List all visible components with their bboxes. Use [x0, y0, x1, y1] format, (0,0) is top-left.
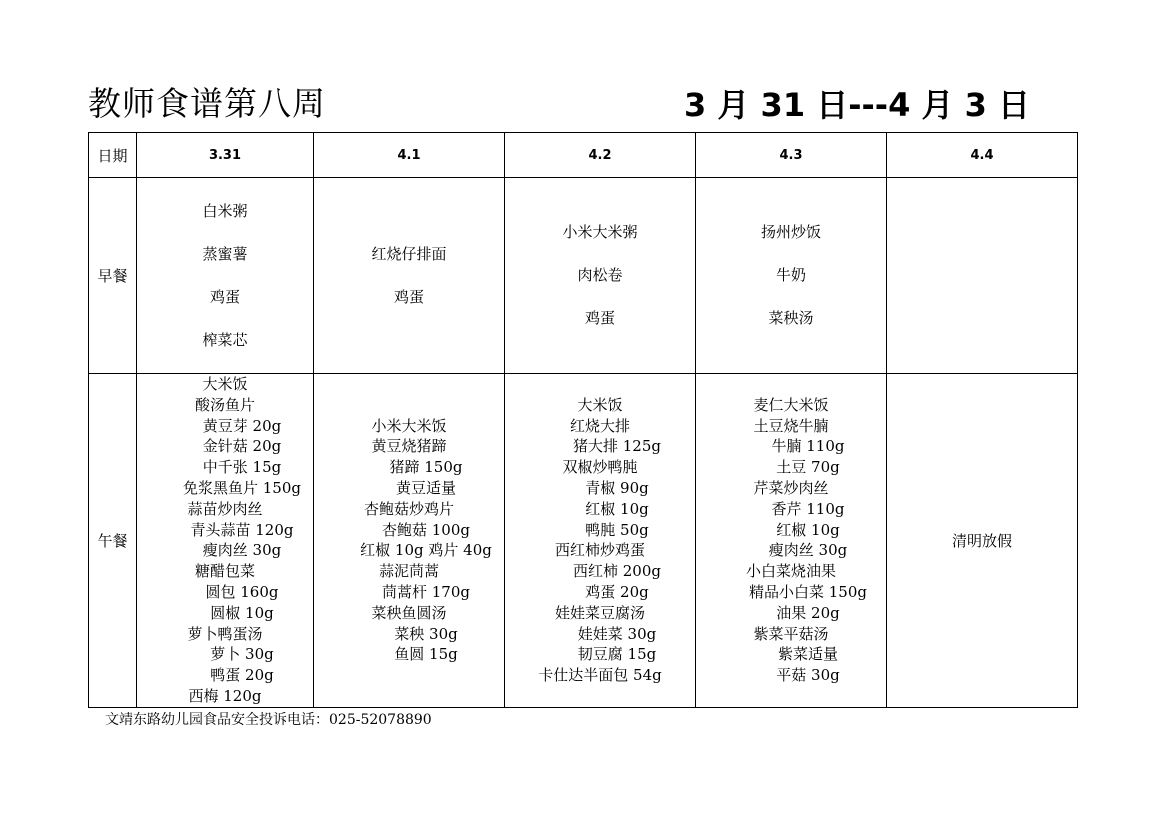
- ingredient-line: 青头蒜苗 120g: [190, 520, 294, 539]
- page-title: 教师食谱第八周: [88, 84, 326, 123]
- breakfast-item: 扬州炒饭: [760, 223, 821, 241]
- breakfast-cell: [887, 178, 1078, 374]
- holiday-note: 清明放假: [887, 374, 1078, 708]
- breakfast-cell: [137, 178, 314, 374]
- ingredient-line: 红椒 10g: [776, 520, 840, 539]
- ingredient-line: 中千张 15g: [202, 458, 282, 477]
- dish-line: 麦仁大米饭: [753, 395, 829, 414]
- breakfast-list: [696, 222, 886, 329]
- lunch-label: 午餐: [89, 374, 137, 708]
- date-header: 4.1: [314, 133, 505, 178]
- lunch-cell: [696, 374, 887, 708]
- menu-table: [88, 132, 1078, 708]
- breakfast-item: 蒸蜜薯: [202, 244, 248, 263]
- dish-line: 娃娃菜豆腐汤: [554, 603, 645, 622]
- breakfast-item: 榨菜芯: [202, 330, 248, 349]
- ingredient-line: 萝卜 30g: [210, 645, 274, 664]
- lunch-cell: [505, 374, 696, 708]
- ingredient-line: 娃娃菜 30g: [577, 624, 657, 643]
- ingredient-line: 圆椒 10g: [210, 603, 274, 622]
- ingredient-line: 土豆 70g: [776, 458, 840, 477]
- ingredient-line: 金针菇 20g: [202, 437, 282, 456]
- dish-line: 土豆烧牛腩: [753, 416, 829, 435]
- date-range: 3 月 31 日---4 月 3 日: [684, 86, 1031, 124]
- ingredient-line: 菜秧 30g: [394, 624, 458, 643]
- ingredient-line: 猪大排 125g: [572, 437, 661, 456]
- dish-line: 卡仕达半面包 54g: [538, 666, 662, 685]
- ingredient-line: 青椒 90g: [585, 478, 649, 497]
- ingredient-line: 西红柿 200g: [572, 562, 661, 581]
- date-header: 4.2: [505, 133, 696, 178]
- breakfast-list: [314, 244, 504, 308]
- dish-line: 小白菜烧油果: [745, 562, 836, 581]
- breakfast-item: 牛奶: [775, 266, 806, 284]
- dish-line: 萝卜鸭蛋汤: [187, 624, 263, 643]
- breakfast-list: [137, 201, 313, 351]
- ingredient-line: 鸭蛋 20g: [210, 666, 274, 685]
- ingredient-line: 猪蹄 150g: [389, 458, 463, 477]
- dish-line: 双椒炒鸭肫: [562, 458, 638, 477]
- lunch-row: [89, 374, 1078, 708]
- dish-line: 紫菜平菇汤: [753, 624, 829, 643]
- dish-line: 小米大米饭: [371, 416, 447, 435]
- dish-line: 西梅 120g: [188, 686, 262, 705]
- complaint-hotline: 文靖东路幼儿园食品安全投诉电话：025-52078890: [105, 712, 432, 728]
- breakfast-row: [89, 178, 1078, 374]
- breakfast-cell: [314, 178, 505, 374]
- dish-line: 大米饭: [202, 375, 248, 393]
- dish-line: 杏鲍菇炒鸡片: [363, 499, 454, 518]
- ingredient-line: 鱼圆 15g: [394, 645, 458, 664]
- dish-line: 红烧大排: [569, 416, 630, 435]
- dish-line: 蒜苗炒肉丝: [187, 499, 263, 518]
- ingredient-line: 鸡蛋 20g: [585, 582, 649, 601]
- ingredient-line: 红椒 10g 鸡片 40g: [360, 541, 492, 560]
- ingredient-line: 黄豆适量: [395, 478, 456, 497]
- lunch-cell: [314, 374, 505, 708]
- ingredient-line: 香芹 110g: [771, 499, 845, 518]
- breakfast-item: 菜秧汤: [768, 309, 814, 327]
- ingredient-line: 黄豆芽 20g: [202, 416, 282, 435]
- breakfast-label: 早餐: [89, 178, 137, 374]
- dish-line: 芹菜炒肉丝: [753, 478, 829, 497]
- date-header: 4.4: [887, 133, 1078, 178]
- dish-line: 黄豆烧猪蹄: [371, 437, 447, 456]
- dish-line: 大米饭: [577, 395, 623, 414]
- ingredient-line: 圆包 160g: [205, 582, 279, 601]
- ingredient-line: 瘦肉丝 30g: [768, 541, 848, 560]
- ingredient-line: 杏鲍菇 100g: [381, 520, 470, 539]
- dish-line: 糖醋包菜: [194, 562, 255, 581]
- ingredient-line: 瘦肉丝 30g: [202, 541, 282, 560]
- breakfast-item: 鸡蛋: [393, 287, 424, 306]
- breakfast-item: 鸡蛋: [209, 287, 240, 306]
- ingredient-line: 鸭肫 50g: [585, 520, 649, 539]
- ingredient-line: 红椒 10g: [585, 499, 649, 518]
- breakfast-item: 鸡蛋: [584, 309, 615, 327]
- breakfast-cell: [696, 178, 887, 374]
- dish-line: 蒜泥茼蒿: [378, 562, 439, 581]
- lunch-cell: [137, 374, 314, 708]
- header-row: [89, 133, 1078, 178]
- dish-line: 菜秧鱼圆汤: [371, 603, 447, 622]
- ingredient-line: 牛腩 110g: [771, 437, 845, 456]
- breakfast-cell: [505, 178, 696, 374]
- breakfast-item: 小米大米粥: [562, 223, 638, 241]
- ingredient-line: 油果 20g: [776, 603, 840, 622]
- dish-line: 酸汤鱼片: [194, 395, 255, 414]
- ingredient-line: 茼蒿杆 170g: [381, 582, 470, 601]
- ingredient-line: 韧豆腐 15g: [577, 645, 657, 664]
- breakfast-item: 白米粥: [202, 201, 248, 220]
- ingredient-line: 紫菜适量: [777, 645, 838, 664]
- date-row-label: 日期: [89, 133, 137, 178]
- date-header: 4.3: [696, 133, 887, 178]
- dish-line: 西红柿炒鸡蛋: [554, 541, 645, 560]
- breakfast-item: 红烧仔排面: [371, 244, 447, 263]
- ingredient-line: 精品小白菜 150g: [748, 582, 867, 601]
- breakfast-list: [505, 222, 695, 329]
- ingredient-line: 平菇 30g: [776, 666, 840, 685]
- ingredient-line: 免浆黑鱼片 150g: [182, 478, 301, 497]
- date-header: 3.31: [137, 133, 314, 178]
- breakfast-item: 肉松卷: [577, 266, 623, 284]
